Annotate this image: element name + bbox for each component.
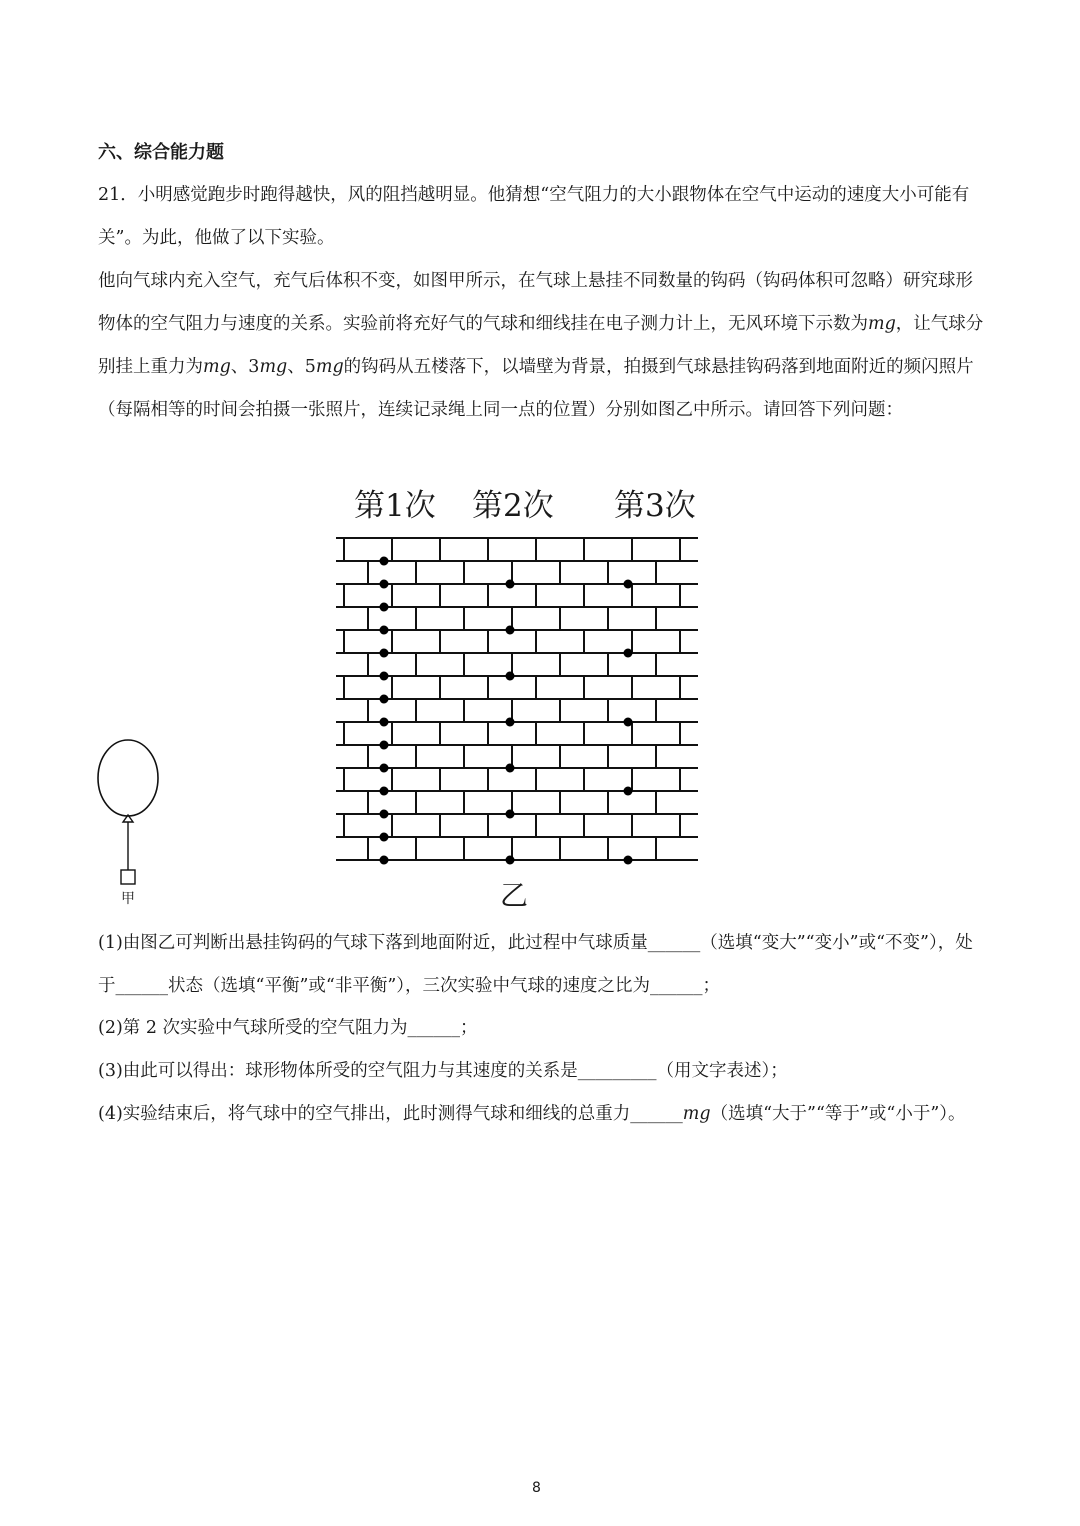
hook-weight xyxy=(121,870,135,884)
experiment-figure xyxy=(0,470,1080,920)
var-mg: mg xyxy=(259,357,288,377)
strobe-dot-trial-3 xyxy=(624,580,633,589)
strobe-dot-trial-1 xyxy=(380,695,389,704)
balloon-diagram xyxy=(96,738,166,888)
setup-text-c: 、3 xyxy=(230,357,260,377)
brick-wall-diagram xyxy=(336,536,702,866)
strobe-dot-trial-1 xyxy=(380,856,389,865)
page-number: 8 xyxy=(532,1480,541,1496)
strobe-dot-trial-2 xyxy=(506,810,515,819)
strobe-dot-trial-2 xyxy=(506,856,515,865)
trial-1-label: 第1次 xyxy=(354,488,436,524)
problem-setup xyxy=(98,260,988,432)
strobe-dot-trial-1 xyxy=(380,603,389,612)
question-4 xyxy=(98,1093,988,1136)
figure-yi-label: 乙 xyxy=(500,879,529,912)
setup-text-d: 、5 xyxy=(287,357,316,377)
strobe-dot-trial-1 xyxy=(380,649,389,658)
q4-text-b: （选填“大于”“等于”或“小于”）。 xyxy=(710,1104,966,1124)
strobe-dot-trial-2 xyxy=(506,764,515,773)
question-3: (3)由此可以得出：球形物体所受的空气阻力与其速度的关系是_________（用文字表述）； xyxy=(98,1061,788,1081)
question-2: (2)第 2 次实验中气球所受的空气阻力为______； xyxy=(98,1018,478,1038)
strobe-dot-trial-1 xyxy=(380,672,389,681)
section-title: 六、综合能力题 xyxy=(98,142,224,163)
strobe-dot-trial-2 xyxy=(506,718,515,727)
balloon-shape xyxy=(98,740,158,816)
problem-intro: 21．小明感觉跑步时跑得越快，风的阻挡越明显。他猜想“空气阻力的大小跟物体在空气中运动的速度大小可能有关”。为此，他做了以下实验。 xyxy=(98,185,970,248)
var-mg: mg xyxy=(868,314,896,334)
trial-2-label: 第2次 xyxy=(472,488,554,524)
trial-3-label: 第3次 xyxy=(614,488,696,524)
setup-text-b: ，让气球分别挂上重力为 xyxy=(98,314,984,377)
strobe-dot-trial-1 xyxy=(380,764,389,773)
setup-text-a: 他向气球内充入空气，充气后体积不变，如图甲所示，在气球上悬挂不同数量的钩码（钩码体积可忽略）研究球形物体的空气阻力与速度的关系。实验前将充好气的气球和细线挂在电子测力计上，无风环境下示数为 xyxy=(98,271,973,334)
strobe-dot-trial-2 xyxy=(506,626,515,635)
strobe-dot-trial-1 xyxy=(380,580,389,589)
strobe-dot-trial-1 xyxy=(380,810,389,819)
strobe-dot-trial-1 xyxy=(380,741,389,750)
brick-grid xyxy=(336,538,698,860)
var-mg: mg xyxy=(315,357,344,377)
var-mg: mg xyxy=(682,1104,711,1124)
setup-text-e: 的钩码从五楼落下，以墙壁为背景，拍摄到气球悬挂钩码落到地面附近的频闪照片（每隔相等的时间会拍摄一张照片，连续记录绳上同一点的位置）分别如图乙中所示。请回答下列问题： xyxy=(98,357,974,420)
strobe-dot-trial-3 xyxy=(624,649,633,658)
strobe-dot-trial-2 xyxy=(506,672,515,681)
strobe-dot-trial-1 xyxy=(380,787,389,796)
figure-jia-label: 甲 xyxy=(121,891,135,907)
strobe-dots xyxy=(380,557,633,865)
strobe-dot-trial-1 xyxy=(380,557,389,566)
strobe-dot-trial-3 xyxy=(624,787,633,796)
var-mg: mg xyxy=(203,357,231,377)
q4-text-a: (4)实验结束后，将气球中的空气排出，此时测得气球和细线的总重力______ xyxy=(98,1104,683,1124)
strobe-dot-trial-2 xyxy=(506,580,515,589)
strobe-dot-trial-3 xyxy=(624,718,633,727)
strobe-dot-trial-1 xyxy=(380,718,389,727)
strobe-dot-trial-3 xyxy=(624,856,633,865)
question-1: (1)由图乙可判断出悬挂钩码的气球下落到地面附近，此过程中气球质量______（选填“变大”“变小”或“不变”），处于______状态（选填“平衡”或“非平衡”），三次实验中气球的速度之比为______； xyxy=(98,933,973,996)
strobe-dot-trial-1 xyxy=(380,833,389,842)
strobe-dot-trial-1 xyxy=(380,626,389,635)
